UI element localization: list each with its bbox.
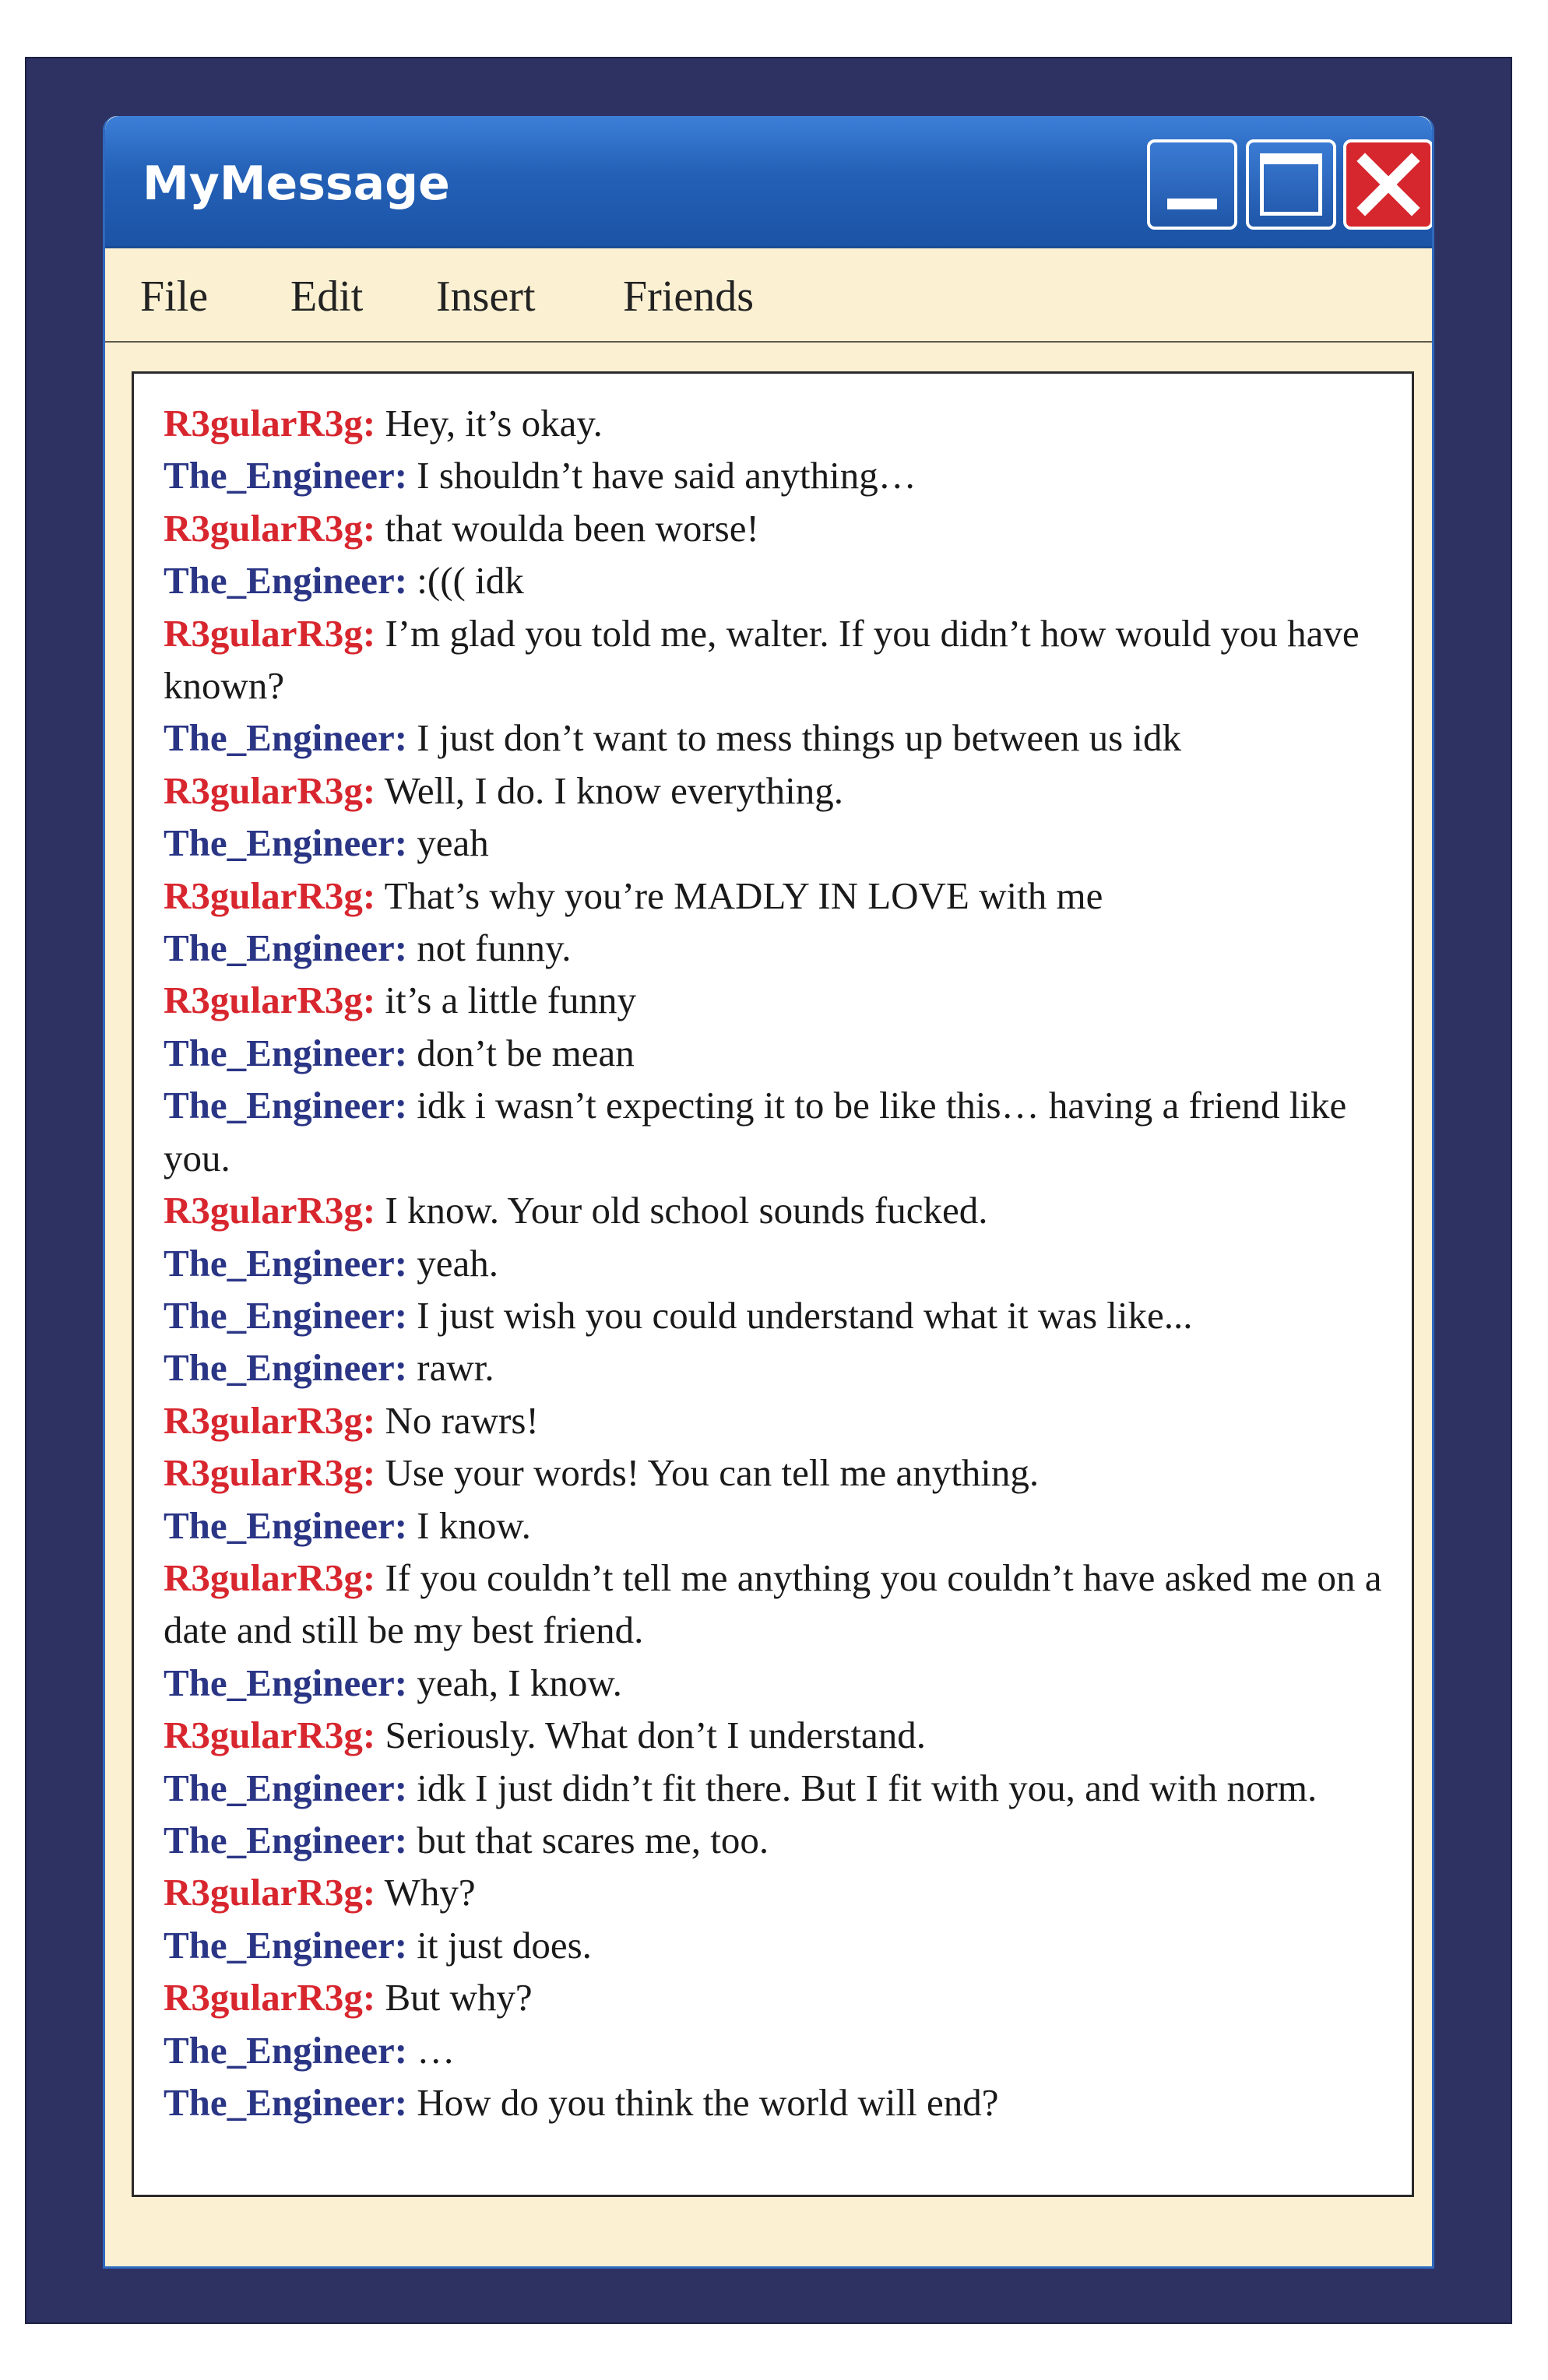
- message-sender: The_Engineer:: [164, 2081, 408, 2124]
- message-text: Seriously. What don’t I understand.: [385, 1714, 926, 1757]
- title-bar[interactable]: [105, 116, 1432, 248]
- chat-message: [164, 974, 1394, 1026]
- chat-message: [164, 870, 1394, 922]
- minimize-icon: [1167, 199, 1217, 209]
- message-text: That’s why you’re MADLY IN LOVE with me: [384, 874, 1103, 917]
- message-sender: The_Engineer:: [164, 454, 408, 497]
- chat-message: [164, 1762, 1394, 1814]
- message-text: Hey, it’s okay.: [385, 402, 603, 445]
- message-sender: The_Engineer:: [164, 1241, 408, 1285]
- message-sender: R3gularR3g:: [164, 1714, 376, 1757]
- message-text: yeah, I know.: [417, 1661, 622, 1704]
- chat-log: [164, 397, 1394, 2129]
- chat-message: [164, 1079, 1394, 1184]
- message-text: don’t be mean: [417, 1031, 635, 1074]
- chat-message: [164, 712, 1394, 764]
- message-text: Why?: [384, 1871, 476, 1914]
- message-text: that woulda been worse!: [385, 506, 759, 550]
- menu-insert[interactable]: Insert: [436, 272, 536, 321]
- message-sender: R3gularR3g:: [164, 402, 376, 445]
- message-text: not funny.: [417, 926, 572, 970]
- app-window: [103, 116, 1434, 2269]
- message-sender: The_Engineer:: [164, 1346, 408, 1390]
- message-sender: R3gularR3g:: [164, 1189, 376, 1232]
- chat-message: [164, 1499, 1394, 1552]
- message-text: Well, I do. I know everything.: [384, 768, 843, 812]
- message-text: yeah.: [417, 1241, 499, 1285]
- message-text: I know.: [417, 1503, 531, 1547]
- message-sender: The_Engineer:: [164, 1503, 408, 1547]
- message-text: yeah: [417, 821, 489, 865]
- message-sender: R3gularR3g:: [164, 1398, 376, 1442]
- menu-friends[interactable]: Friends: [623, 272, 754, 321]
- message-text: I just don’t want to mess things up between us idk: [417, 716, 1182, 760]
- chat-message: [164, 922, 1394, 974]
- message-sender: The_Engineer:: [164, 1084, 408, 1127]
- message-sender: The_Engineer:: [164, 716, 408, 760]
- chat-message: [164, 2024, 1394, 2076]
- chat-message: [164, 1919, 1394, 1971]
- message-text: :((( idk: [417, 559, 524, 603]
- message-text: rawr.: [417, 1346, 494, 1390]
- message-sender: The_Engineer:: [164, 821, 408, 865]
- message-sender: The_Engineer:: [164, 1766, 408, 1809]
- chat-message: [164, 1657, 1394, 1709]
- chat-message: [164, 1341, 1394, 1394]
- window-frame: [25, 57, 1512, 2324]
- message-sender: R3gularR3g:: [164, 768, 376, 812]
- menu-bar: [105, 248, 1432, 343]
- chat-message: [164, 1394, 1394, 1447]
- chat-message: [164, 1814, 1394, 1866]
- message-text: idk I just didn’t fit there. But I fit with you, and with norm.: [417, 1766, 1318, 1809]
- chat-message: [164, 765, 1394, 817]
- app-title: MyMessage: [142, 156, 450, 211]
- message-sender: R3gularR3g:: [164, 874, 376, 917]
- maximize-icon: [1260, 153, 1322, 216]
- message-text: …: [417, 2028, 456, 2072]
- chat-message: [164, 1027, 1394, 1079]
- message-text: But why?: [385, 1976, 533, 2020]
- chat-message: [164, 449, 1394, 501]
- message-text: I’m glad you told me, walter. If you didn’t how would you have known?: [164, 611, 1360, 708]
- message-text: it just does.: [417, 1923, 592, 1967]
- menu-file[interactable]: File: [140, 272, 209, 321]
- message-sender: R3gularR3g:: [164, 611, 376, 655]
- message-sender: R3gularR3g:: [164, 1556, 376, 1599]
- message-text: I know. Your old school sounds fucked.: [385, 1189, 988, 1232]
- chat-message: [164, 554, 1394, 606]
- message-text: I just wish you could understand what it was like...: [417, 1293, 1193, 1337]
- message-sender: The_Engineer:: [164, 1661, 408, 1704]
- minimize-button[interactable]: [1147, 139, 1237, 230]
- chat-message: [164, 2076, 1394, 2129]
- message-sender: R3gularR3g:: [164, 1871, 376, 1914]
- message-sender: The_Engineer:: [164, 559, 408, 603]
- chat-message: [164, 1447, 1394, 1499]
- message-text: How do you think the world will end?: [417, 2081, 999, 2124]
- close-button[interactable]: [1343, 139, 1434, 230]
- message-text: idk i wasn’t expecting it to be like this… having a friend like you.: [164, 1084, 1347, 1179]
- chat-message: [164, 817, 1394, 869]
- menu-edit[interactable]: Edit: [290, 272, 364, 321]
- message-text: If you couldn’t tell me anything you couldn’t have asked me on a date and still be my best friend.: [164, 1556, 1382, 1652]
- message-sender: R3gularR3g:: [164, 1976, 376, 2020]
- chat-message: [164, 1971, 1394, 2023]
- message-sender: The_Engineer:: [164, 926, 408, 970]
- chat-message: [164, 1552, 1394, 1657]
- message-sender: R3gularR3g:: [164, 979, 376, 1022]
- message-sender: The_Engineer:: [164, 1923, 408, 1967]
- message-sender: R3gularR3g:: [164, 1451, 376, 1495]
- message-text: I shouldn’t have said anything…: [417, 454, 916, 497]
- message-text: No rawrs!: [385, 1398, 539, 1442]
- close-x-icon: [1346, 142, 1430, 227]
- chat-transcript-panel[interactable]: [132, 371, 1414, 2197]
- chat-message: [164, 397, 1394, 449]
- message-text: Use your words! You can tell me anything.: [385, 1451, 1040, 1495]
- chat-message: [164, 607, 1394, 712]
- chat-message: [164, 1237, 1394, 1289]
- chat-message: [164, 502, 1394, 554]
- message-sender: The_Engineer:: [164, 1031, 408, 1074]
- maximize-button[interactable]: [1246, 139, 1336, 230]
- message-text: but that scares me, too.: [417, 1818, 769, 1861]
- chat-message: [164, 1289, 1394, 1341]
- message-sender: The_Engineer:: [164, 1293, 408, 1337]
- message-sender: R3gularR3g:: [164, 506, 376, 550]
- chat-message: [164, 1866, 1394, 1918]
- message-text: it’s a little funny: [385, 979, 637, 1022]
- message-sender: The_Engineer:: [164, 1818, 408, 1861]
- chat-message: [164, 1184, 1394, 1236]
- message-sender: The_Engineer:: [164, 2028, 408, 2072]
- chat-message: [164, 1709, 1394, 1761]
